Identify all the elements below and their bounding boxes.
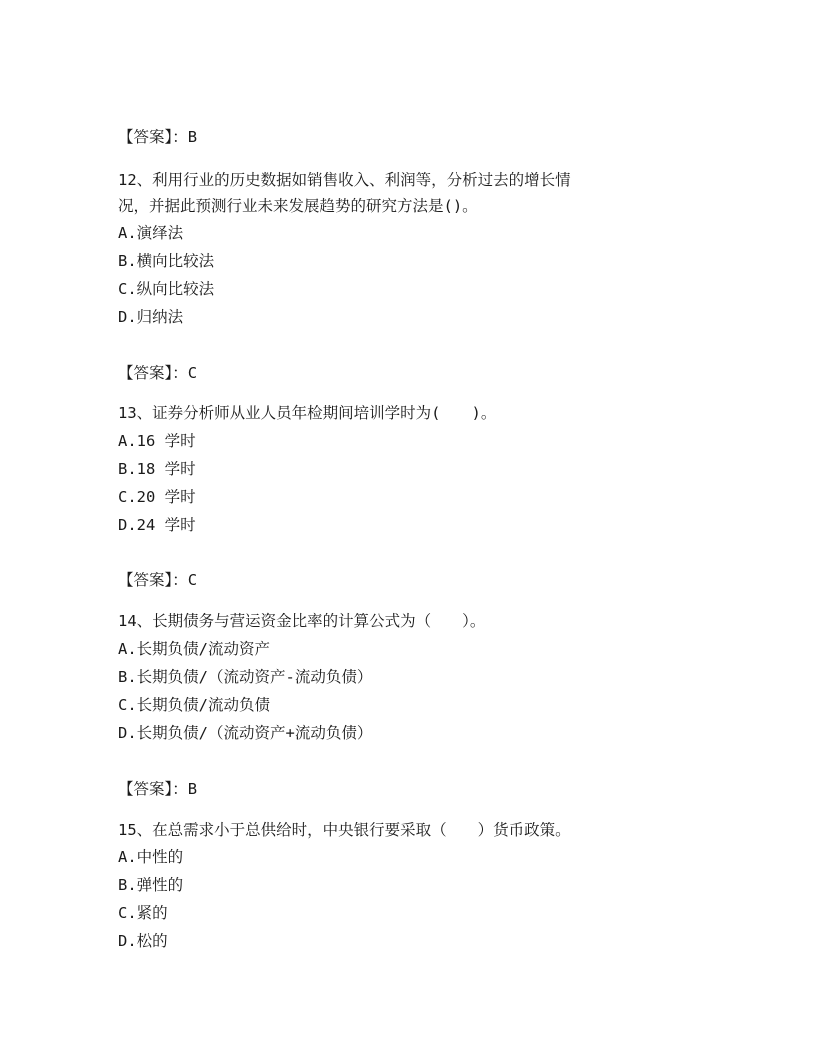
question-14-stem: 14、长期债务与营运资金比率的计算公式为（ ）。 [118,612,486,630]
question-15-option-a: A.中性的 [118,848,184,866]
question-15-option-c: C.紧的 [118,904,168,922]
question-12-stem-line-2: 况，并据此预测行业未来发展趋势的研究方法是()。 [118,197,478,215]
question-12-option-a: A.演绎法 [118,224,184,242]
question-15-option-b: B.弹性的 [118,876,184,894]
question-14-option-b: B.长期负债/（流动资产-流动负债） [118,668,373,686]
question-13-option-c: C.20 学时 [118,488,196,506]
answer-line-11: 【答案】：B [118,128,198,146]
question-14-option-d: D.长期负债/（流动资产+流动负债） [118,724,373,742]
question-15-option-d: D.松的 [118,932,168,950]
question-13-option-d: D.24 学时 [118,516,196,534]
question-12-stem-line-1: 12、利用行业的历史数据如销售收入、利润等，分析过去的增长情 [118,171,571,189]
question-12-option-d: D.归纳法 [118,308,184,326]
question-12-option-c: C.纵向比较法 [118,280,215,298]
question-14-option-c: C.长期负债/流动负债 [118,696,270,714]
answer-line-12: 【答案】：C [118,364,198,382]
question-14-option-a: A.长期负债/流动资产 [118,640,270,658]
question-13-option-b: B.18 学时 [118,460,196,478]
answer-line-14: 【答案】：B [118,780,198,798]
answer-line-13: 【答案】：C [118,571,198,589]
question-15-stem: 15、在总需求小于总供给时，中央银行要采取（ ）货币政策。 [118,821,571,839]
question-13-option-a: A.16 学时 [118,432,196,450]
question-13-stem: 13、证券分析师从业人员年检期间培训学时为( )。 [118,404,497,422]
question-12-option-b: B.横向比较法 [118,252,215,270]
